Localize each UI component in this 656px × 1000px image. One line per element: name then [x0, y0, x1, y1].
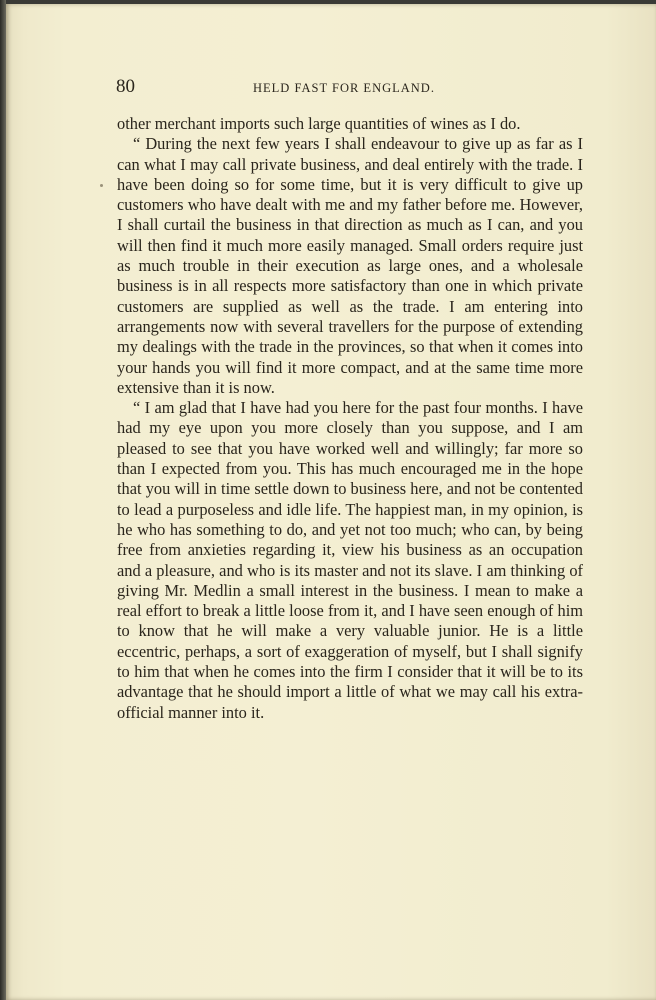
margin-speck: [100, 184, 103, 187]
paragraph-glad: “ I am glad that I have had you here for the past four months. I have had my eye upon you more closely than you suppose, and I am pleased to see that you have worked well and willingly; far more so than I expected from you. This has much encouraged me in the hope that you will in time settle down to business here, and not be contented to lead a purposeless and idle life. The happiest man, in my opinion, is he who has something to do, and yet not too much; who can, by being free from anxieties regarding it, view his business as an occupation and a pleasure, and who is its master and not its slave. I am thinking of giving Mr. Medlin a small interest in the business. I mean to make a real effort to break a little loose from it, and I have seen enough of him to know that he will make a very valuable junior. He is a little eccentric, perhaps, a sort of exaggeration of myself, but I shall signify to him that when he comes into the firm I consider that it will be to its advantage that he should import a little of what we may call his extra-official manner into it.: [117, 398, 583, 722]
paragraph-trade: “ During the next few years I shall endeavour to give up as far as I can what I may call private business, and deal entirely with the trade. I have been doing so for some time, but it is very difficult to give up customers who have dealt with me and my father before me. However, I shall curtail the business in that direction as much as I can, and you will then find it much more easily managed. Small orders require just as much trouble in their execution as large ones, and a wholesale business is in all respects more satisfactory than one in which private customers are supplied as well as the trade. I am entering into arrangements now with several travellers for the purpose of extending my dealings with the trade in the provinces, so that when it comes into your hands you will find it more compact, and at the same time more extensive than it is now.: [117, 134, 583, 397]
page-number: 80: [116, 76, 135, 97]
body-text: [117, 114, 583, 723]
page-header: [116, 76, 582, 100]
running-head: HELD FAST FOR ENGLAND.: [253, 81, 435, 95]
paragraph-continuation: other merchant imports such large quantities of wines as I do.: [117, 114, 521, 133]
